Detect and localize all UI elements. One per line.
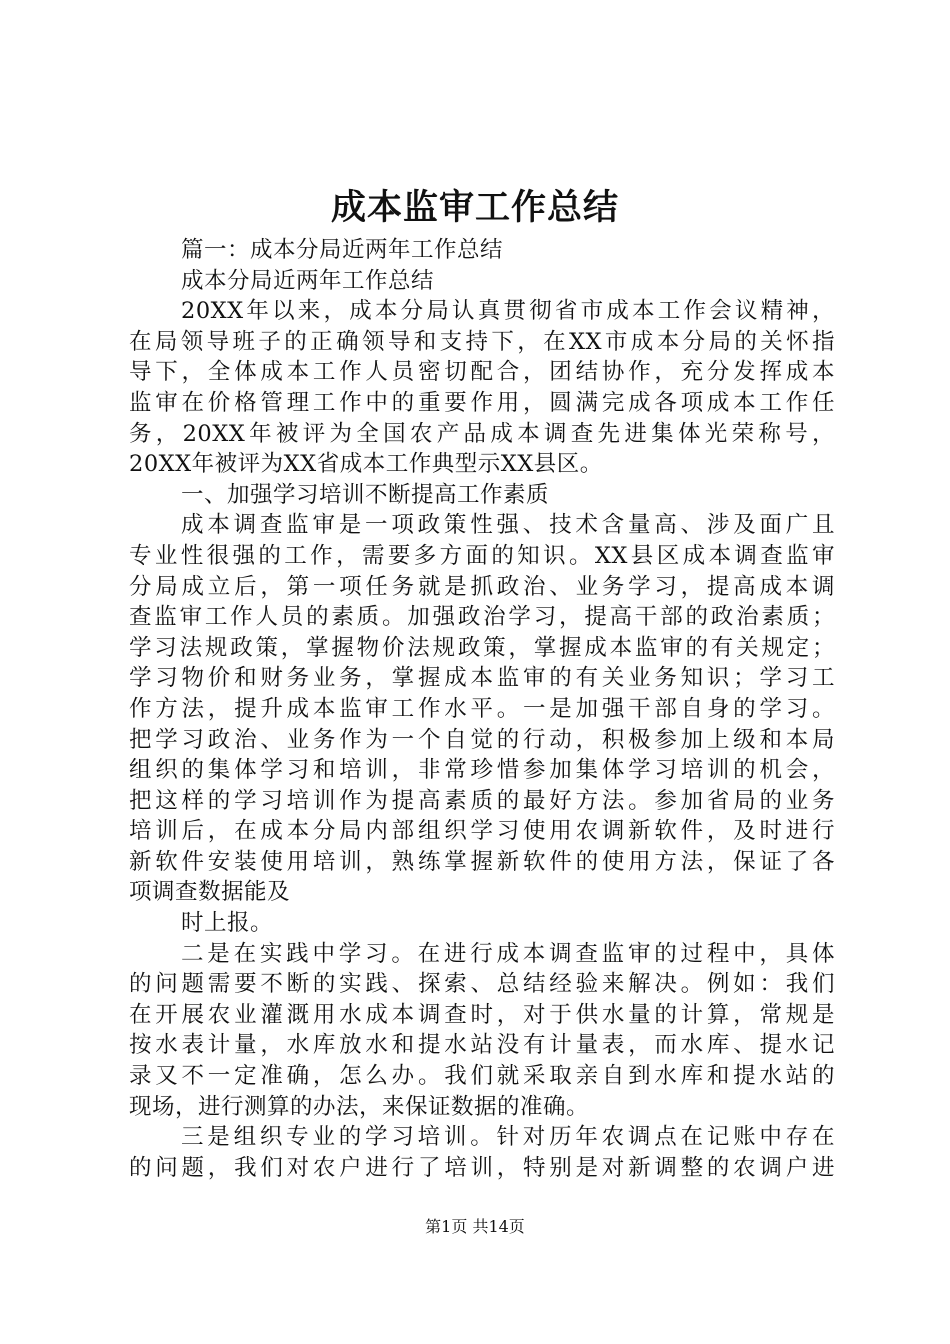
document-line: 监审在价格管理工作中的重要作用，圆满完成各项成本工作任 xyxy=(129,389,835,416)
document-line: 二是在实践中学习。在进行成本调查监审的过程中，具体 xyxy=(181,940,835,967)
document-line: 的问题需要不断的实践、探索、总结经验来解决。例如：我们 xyxy=(129,971,835,998)
document-line: 把这样的学习培训作为提高素质的最好方法。参加省局的业务 xyxy=(129,787,835,814)
document-line: 成本分局近两年工作总结 xyxy=(181,267,435,294)
document-line: 导下，全体成本工作人员密切配合，团结协作，充分发挥成本 xyxy=(129,359,835,386)
document-line: 篇一：成本分局近两年工作总结 xyxy=(181,237,504,263)
page-footer: 第1页 共14页 xyxy=(425,1217,525,1236)
document-title: 成本监审工作总结 xyxy=(330,187,619,228)
document-line: 在局领导班子的正确领导和支持下，在XX市成本分局的关怀指 xyxy=(129,328,835,355)
document-line: 把学习政治、业务作为一个自觉的行动，积极参加上级和本局 xyxy=(129,726,835,753)
document-line: 查监审工作人员的素质。加强政治学习，提高干部的政治素质； xyxy=(129,604,835,631)
document-line: 务，20XX年被评为全国农产品成本调查先进集体光荣称号， xyxy=(129,420,835,447)
document-line: 时上报。 xyxy=(181,910,274,937)
document-line: 项调查数据能及 xyxy=(129,879,291,906)
document-line: 学习物价和财务业务，掌握成本监审的有关业务知识；学习工 xyxy=(129,665,835,692)
document-line: 分局成立后，第一项任务就是抓政治、业务学习，提高成本调 xyxy=(129,573,835,600)
document-body xyxy=(129,235,835,1183)
document-line: 的问题，我们对农户进行了培训，特别是对新调整的农调户进 xyxy=(129,1154,835,1181)
document-line: 专业性很强的工作，需要多方面的知识。XX县区成本调查监审 xyxy=(129,542,835,569)
document-line: 培训后，在成本分局内部组织学习使用农调新软件，及时进行 xyxy=(129,818,835,845)
document-line: 成本调查监审是一项政策性强、技术含量高、涉及面广且 xyxy=(181,512,835,539)
document-line: 组织的集体学习和培训，非常珍惜参加集体学习培训的机会， xyxy=(129,757,835,784)
document-line: 学习法规政策，掌握物价法规政策，掌握成本监审的有关规定； xyxy=(129,634,835,661)
document-line: 一、加强学习培训不断提高工作素质 xyxy=(181,481,550,508)
document-line: 20XX年以来，成本分局认真贯彻省市成本工作会议精神， xyxy=(181,298,835,325)
document-line: 现场，进行测算的办法，来保证数据的准确。 xyxy=(129,1093,590,1120)
document-line: 录又不一定准确，怎么办。我们就采取亲自到水库和提水站的 xyxy=(129,1063,835,1090)
document-line: 三是组织专业的学习培训。针对历年农调点在记账中存在 xyxy=(181,1124,835,1151)
document-line: 在开展农业灌溉用水成本调查时，对于供水量的计算，常规是 xyxy=(129,1001,835,1028)
document-line: 按水表计量，水库放水和提水站没有计量表，而水库、提水记 xyxy=(129,1032,835,1059)
document-line: 新软件安装使用培训，熟练掌握新软件的使用方法，保证了各 xyxy=(129,848,835,875)
document-line: 20XX年被评为XX省成本工作典型示XX县区。 xyxy=(129,451,603,478)
document-line: 作方法，提升成本监审工作水平。一是加强干部自身的学习。 xyxy=(129,695,835,722)
